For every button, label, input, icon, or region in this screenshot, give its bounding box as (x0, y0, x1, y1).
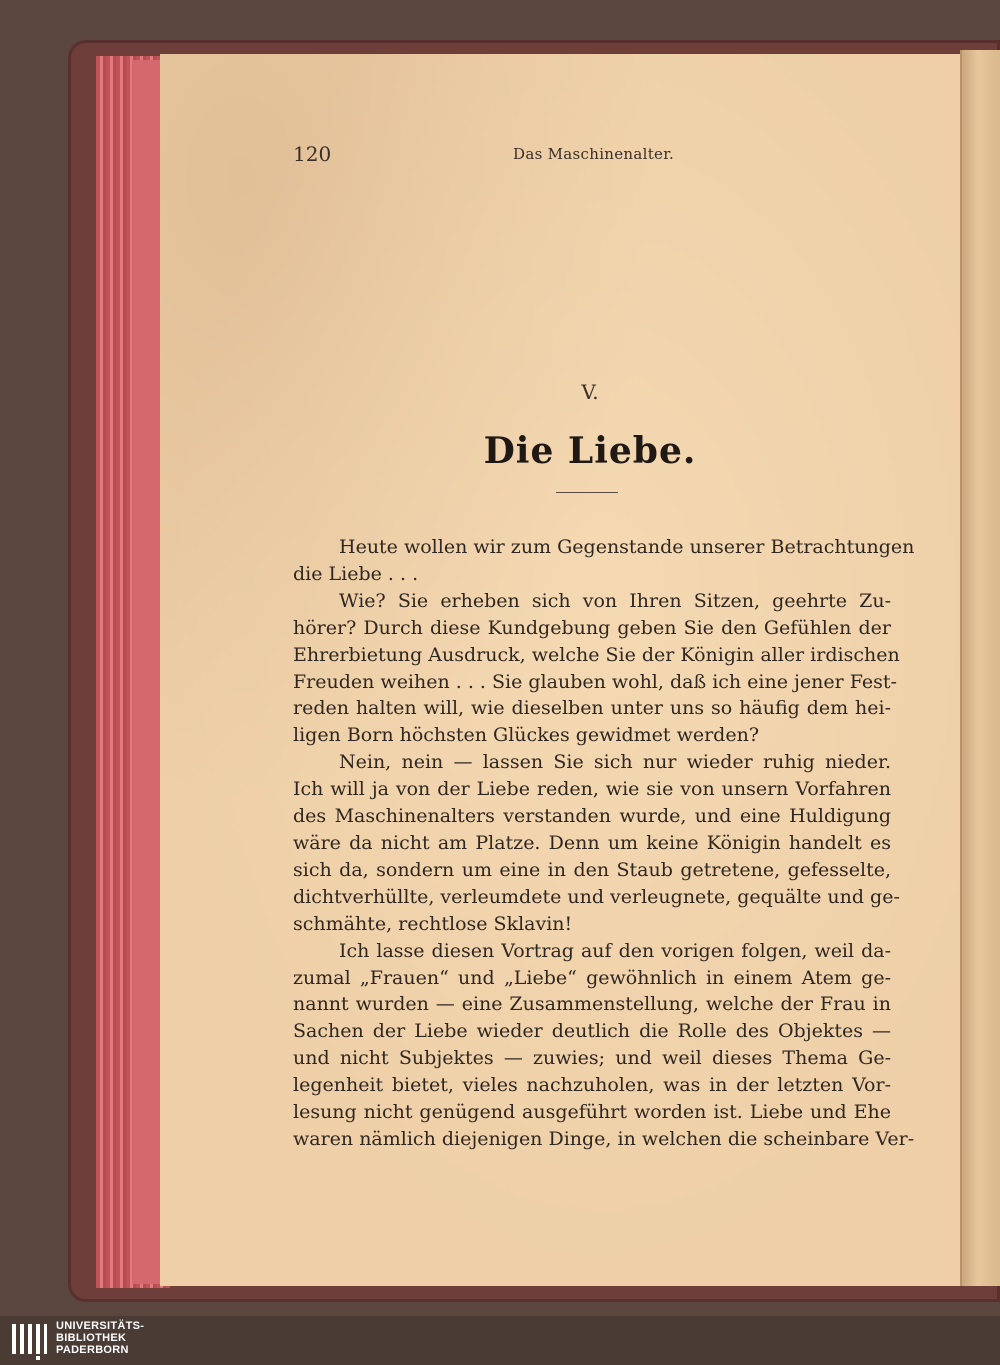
library-logo-text (56, 1320, 144, 1356)
book-gutter (960, 50, 1000, 1286)
text-line: die Liebe . . . (293, 562, 419, 585)
text-line: dichtverhüllte, verleumdete und verleugnete, gequälte und ge- (293, 885, 900, 908)
text-line: Nein, nein — lassen Sie sich nur wieder ruhig nieder. (339, 751, 891, 774)
text-line: Sachen der Liebe wieder deutlich die Rolle des Objektes — (293, 1020, 891, 1043)
text-line: reden halten will, wie dieselben unter uns so häufig dem hei- (293, 697, 891, 720)
text-line: Wie? Sie erheben sich von Ihren Sitzen, geehrte Zu- (339, 589, 891, 612)
library-logo-icon (10, 1320, 48, 1360)
chapter-number: V. (581, 380, 599, 404)
running-head: Das Maschinenalter. (513, 145, 675, 163)
chapter-divider (556, 492, 618, 493)
library-logo-line: BIBLIOTHEK (56, 1332, 127, 1344)
page-number: 120 (293, 142, 332, 166)
text-line: und nicht Subjektes — zuwies; und weil dieses Thema Ge- (293, 1047, 891, 1070)
text-line: Ich will ja von der Liebe reden, wie sie von unsern Vorfahren (293, 778, 891, 801)
text-line: nannt wurden — eine Zusammenstellung, welche der Frau in (293, 993, 891, 1016)
text-line: ligen Born höchsten Glückes gewidmet werden? (293, 724, 760, 747)
text-line: Ehrerbietung Ausdruck, welche Sie der Königin aller irdischen (293, 643, 900, 666)
text-line: schmähte, rechtlose Sklavin! (293, 912, 573, 935)
text-line: legenheit bietet, vieles nachzuholen, was in der letzten Vor- (293, 1074, 891, 1097)
library-logo-line: UNIVERSITÄTS- (56, 1320, 145, 1332)
body-text (293, 534, 915, 1153)
library-logo-line: PADERBORN (56, 1344, 129, 1356)
text-line: sich da, sondern um eine in den Staub getretene, gefesselte, (293, 858, 891, 881)
text-line: des Maschinenalters verstanden wurde, und eine Huldigung (293, 805, 891, 828)
text-line: Ich lasse diesen Vortrag auf den vorigen folgen, weil da- (339, 939, 891, 962)
text-line: wäre da nicht am Platze. Denn um keine Königin handelt es (293, 831, 891, 854)
text-line: Heute wollen wir zum Gegenstande unserer Betrachtungen (339, 536, 915, 558)
text-line: hörer? Durch diese Kundgebung geben Sie den Gefühlen der (293, 616, 891, 639)
text-line: zumal „Frauen“ und „Liebe“ gewöhnlich in einem Atem ge- (293, 966, 891, 989)
text-line: Freuden weihen . . . Sie glauben wohl, daß ich eine jener Fest- (293, 670, 897, 693)
library-footer (0, 1316, 1000, 1365)
text-line: lesung nicht genügend ausgeführt worden ist. Liebe und Ehe (293, 1101, 891, 1124)
page-header (293, 142, 891, 168)
text-line: waren nämlich diejenigen Dinge, in welchen die scheinbare Ver- (293, 1127, 915, 1150)
chapter-title: Die Liebe. (483, 430, 697, 472)
